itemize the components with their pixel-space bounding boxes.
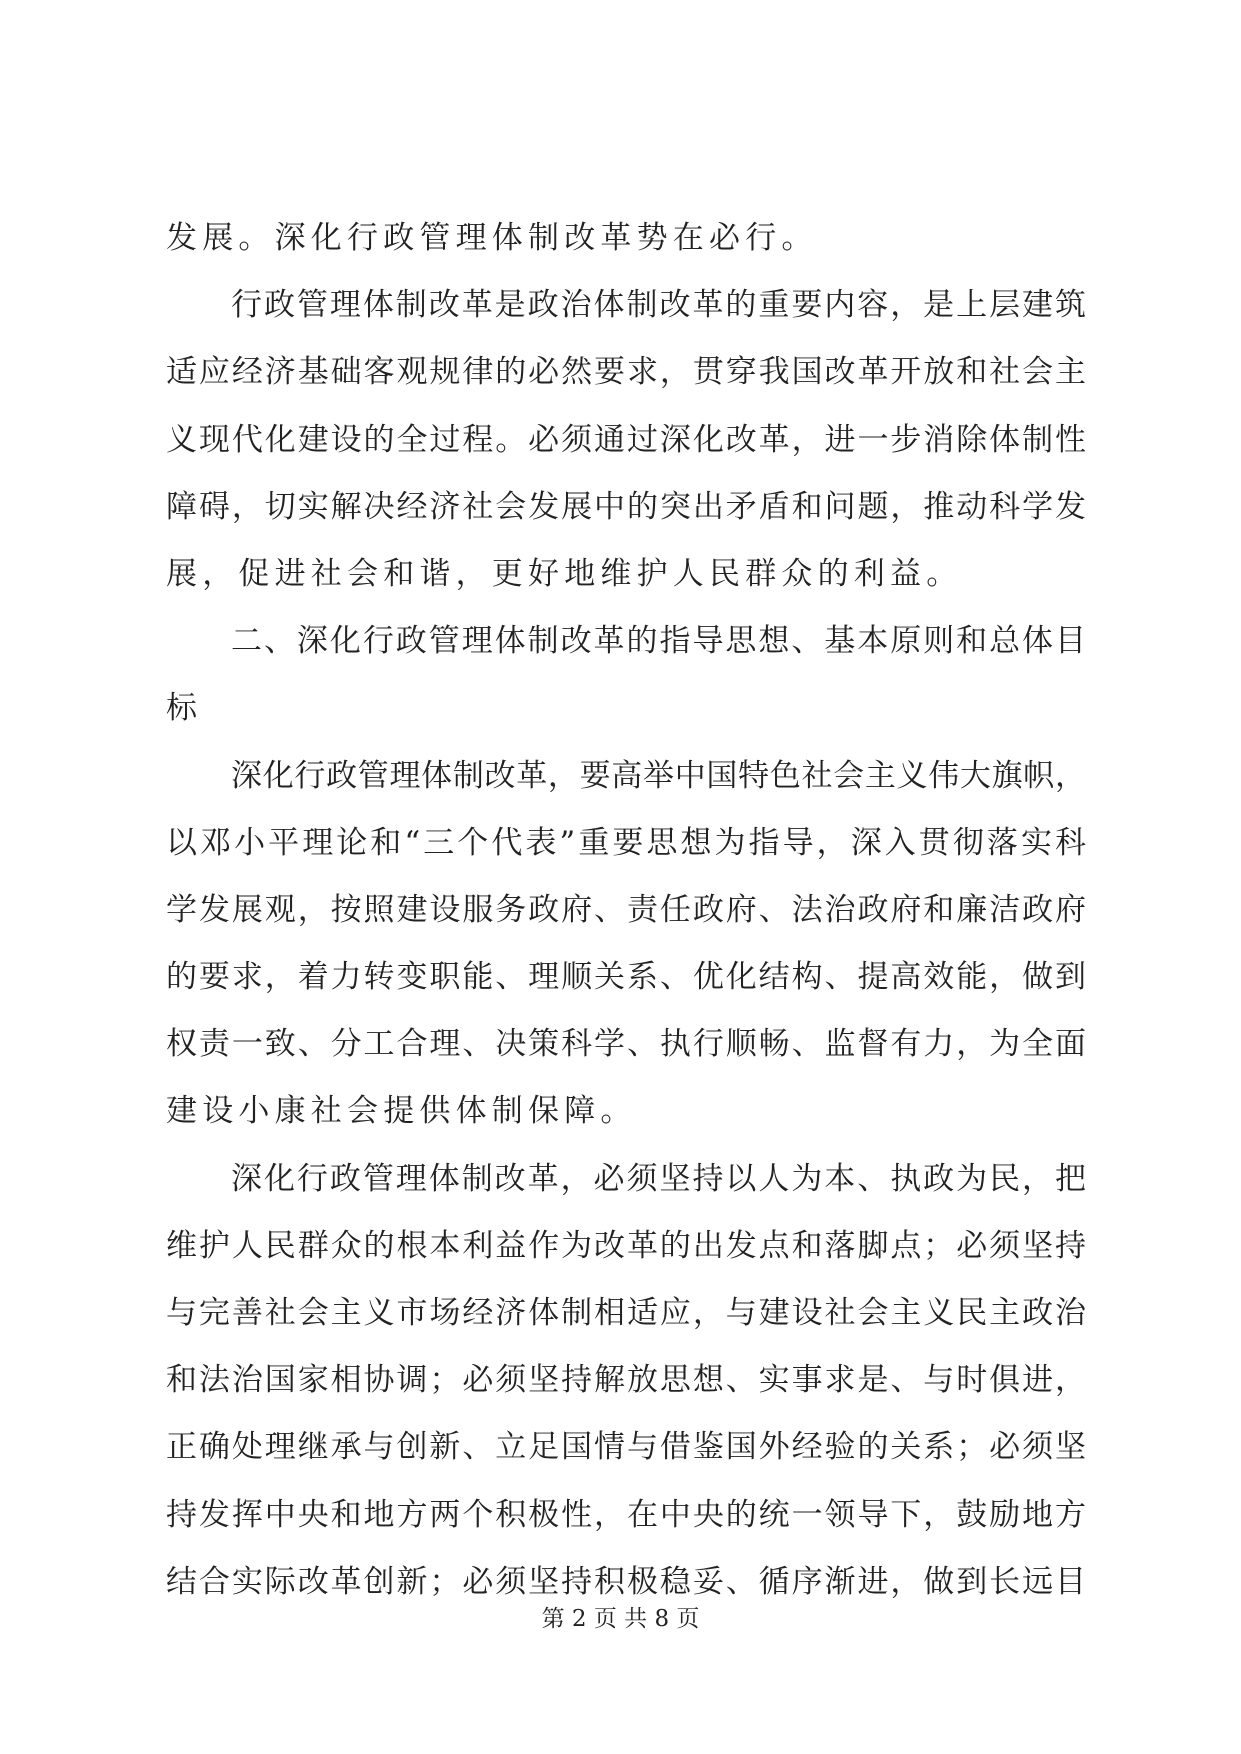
- paragraph-4-line-3: 与完善社会主义市场经济体制相适应，与建设社会主义民主政治: [166, 1295, 1086, 1331]
- paragraph-4-line-7: 结合实际改革创新；必须坚持积极稳妥、循序渐进，做到长远目: [166, 1563, 1086, 1600]
- paragraph-4-line-4: 和法治国家相协调；必须坚持解放思想、实事求是、与时俱进，: [166, 1362, 1086, 1399]
- paragraph-3-line-2: 以邓小平理论和“三个代表”重要思想为指导，深入贯彻落实科: [166, 824, 1086, 861]
- paragraph-3-line-4: 的要求，着力转变职能、理顺关系、优化结构、提高效能，做到: [166, 959, 1086, 996]
- paragraph-2-line-5: 展，促进社会和谐，更好地维护人民群众的利益。: [166, 555, 963, 592]
- paragraph-2-line-3: 义现代化建设的全过程。必须通过深化改革，进一步消除体制性: [166, 421, 1086, 458]
- document-body: [166, 205, 1086, 1616]
- page-number-footer: 第 2 页 共 8 页: [541, 1606, 700, 1632]
- paragraph-3-line-5: 权责一致、分工合理、决策科学、执行顺畅、监督有力，为全面: [166, 1026, 1086, 1063]
- paragraph-2-line-1: 行政管理体制改革是政治体制改革的重要内容，是上层建筑: [231, 287, 1086, 324]
- paragraph-2-line-2: 适应经济基础客观规律的必然要求，贯穿我国改革开放和社会主: [166, 354, 1086, 391]
- paragraph-2-line-4: 障碍，切实解决经济社会发展中的突出矛盾和问题，推动科学发: [166, 488, 1086, 525]
- paragraph-1-line-1: 发展。深化行政管理体制改革势在必行。: [166, 220, 818, 256]
- paragraph-4-line-1: 深化行政管理体制改革，必须坚持以人为本、执政为民，把: [231, 1160, 1086, 1197]
- paragraph-3-line-6: 建设小康社会提供体制保障。: [166, 1093, 637, 1130]
- paragraph-3-line-1: 深化行政管理体制改革，要高举中国特色社会主义伟大旗帜，: [231, 757, 1086, 794]
- paragraph-4-line-6: 持发挥中央和地方两个积极性，在中央的统一领导下，鼓励地方: [166, 1496, 1086, 1533]
- section-heading-line-2: 标: [166, 690, 203, 727]
- paragraph-4-line-5: 正确处理继承与创新、立足国情与借鉴国外经验的关系；必须坚: [166, 1429, 1086, 1466]
- paragraph-3-line-3: 学发展观，按照建设服务政府、责任政府、法治政府和廉洁政府: [166, 891, 1086, 928]
- paragraph-4-line-2: 维护人民群众的根本利益作为改革的出发点和落脚点；必须坚持: [166, 1227, 1086, 1264]
- section-heading-line-1: 二、深化行政管理体制改革的指导思想、基本原则和总体目: [231, 623, 1086, 660]
